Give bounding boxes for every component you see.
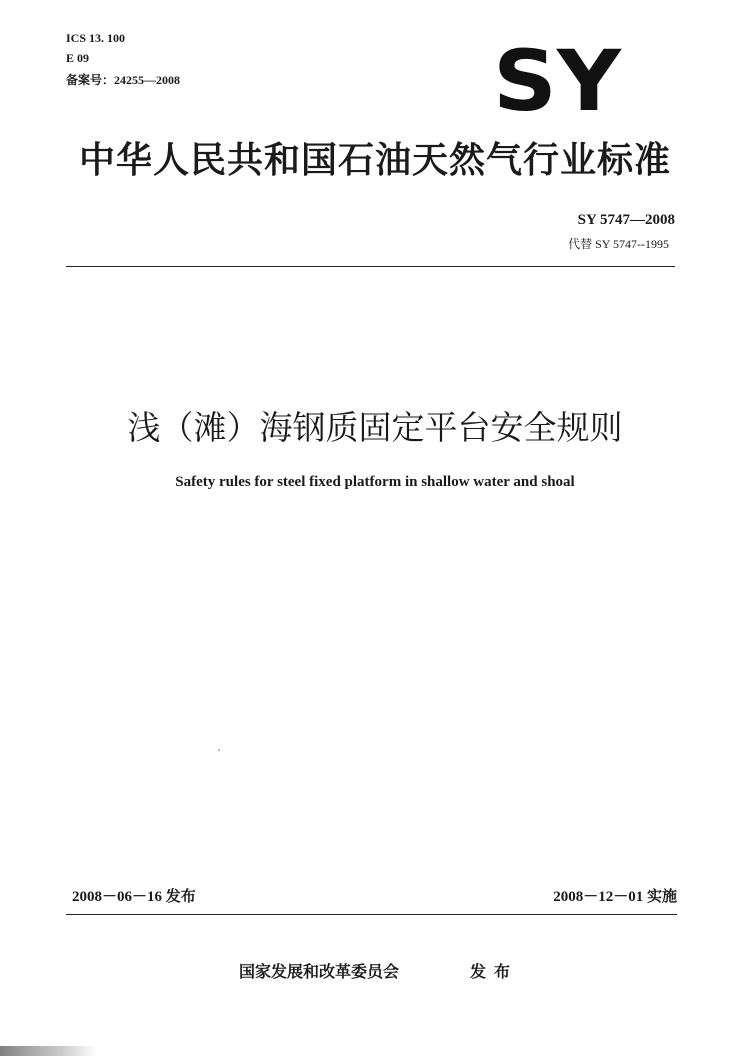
replaces-standard: 代替 SY 5747--1995	[568, 237, 669, 251]
organization-title: 中华人民共和国石油天然气行业标准	[78, 140, 671, 181]
standard-number: SY 5747—2008	[577, 212, 675, 228]
document-subtitle: Safety rules for steel fixed platform in shallow water and shoal	[175, 474, 575, 490]
ics-code: ICS 13. 100	[66, 31, 126, 45]
scan-artifact	[0, 1046, 96, 1056]
publisher-name: 国家发展和改革委员会	[239, 962, 400, 981]
top-divider	[66, 266, 675, 267]
publish-label: 发布	[470, 962, 519, 981]
filing-number: 备案号：24255—2008	[66, 73, 181, 87]
document-title: 浅（滩）海钢质固定平台安全规则	[127, 408, 623, 447]
classification-code: E 09	[66, 51, 90, 65]
bottom-divider	[66, 914, 677, 915]
sy-logo	[492, 46, 622, 114]
issue-date: 2008－06－16 发布	[72, 889, 196, 905]
implementation-date: 2008－12－01 实施	[553, 889, 677, 905]
scan-speck	[218, 749, 220, 751]
sy-logo-text: SY	[493, 46, 622, 114]
